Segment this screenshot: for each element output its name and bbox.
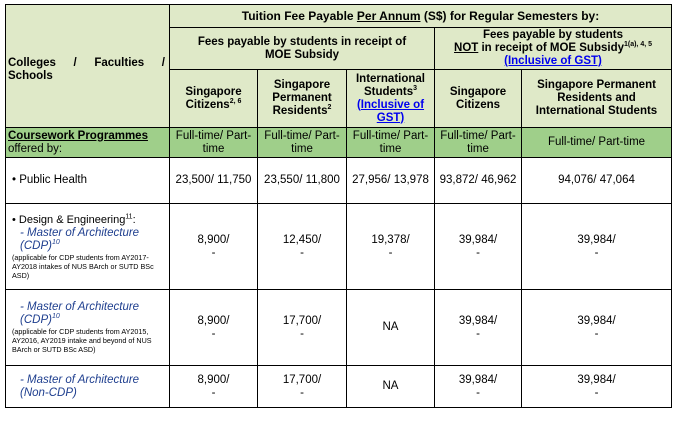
col-sc2-label: Singapore Citizens <box>449 85 507 111</box>
march-cdp2-label: - Master of Architecture (CDP) <box>20 301 140 326</box>
title-per-annum: Per Annum <box>356 8 421 23</box>
schools-word: Schools <box>8 70 53 82</box>
col-spr-intl-nonmoe <box>522 70 672 128</box>
march-cdp-label: - Master of Architecture (CDP) <box>20 226 140 252</box>
march-cdp2-cell <box>6 290 170 366</box>
table-row <box>6 204 672 290</box>
col-sc-sup: 2, 6 <box>229 97 242 105</box>
design-eng-sc-nonmoe: 39,984/ - <box>435 204 522 290</box>
public-health-label: • Public Health <box>6 158 170 204</box>
col-spr-label: Singapore Permanent Residents <box>272 79 332 117</box>
mode-sc: Full-time/ Part-time <box>170 128 258 158</box>
public-health-sc-nonmoe: 93,872/ 46,962 <box>435 158 522 204</box>
design-eng-label: • Design & Engineering <box>12 213 126 226</box>
public-health-intl: 27,956/ 13,978 <box>347 158 435 204</box>
moe-group-label: Fees payable by students in receipt of MOE Subsidy <box>197 35 407 61</box>
march-cdp2-sc-nonmoe: 39,984/ - <box>435 290 522 366</box>
march-noncdp-intl: NA <box>347 366 435 408</box>
table-row <box>6 158 672 204</box>
march-cdp-sup: 10 <box>51 238 60 246</box>
mode-spr-intl-nonmoe: Full-time/ Part-time <box>522 128 672 158</box>
march-noncdp-sc-nonmoe: 39,984/ - <box>435 366 522 408</box>
public-health-spr: 23,550/ 11,800 <box>258 158 347 204</box>
table-row <box>6 290 672 366</box>
march-cdp2-intl: NA <box>347 290 435 366</box>
col-singapore-citizens <box>170 70 258 128</box>
col-spr-sup: 2 <box>327 104 332 112</box>
col-singapore-citizens-nonmoe <box>435 70 522 128</box>
fee-table <box>5 4 672 408</box>
public-health-spr-intl: 94,076/ 47,064 <box>522 158 672 204</box>
march-cdp2-sup: 10 <box>51 313 60 321</box>
colleges-header-cell: Colleges / Faculties / Schools <box>6 5 170 128</box>
colleges-word: Colleges <box>8 57 56 69</box>
design-eng-spr-intl: 39,984/ - <box>522 204 672 290</box>
col-spr-intl-label: Singapore Permanent Residents and International Students <box>535 79 658 117</box>
march-noncdp-sc: 8,900/ - <box>170 366 258 408</box>
design-eng-intl: 19,378/ - <box>347 204 435 290</box>
coursework-subtitle: offered by: <box>8 142 63 155</box>
march-noncdp-cell <box>6 366 170 408</box>
nonmoe-line2: in receipt of MOE Subsidy <box>478 42 624 54</box>
design-eng-sup: 11 <box>125 212 133 220</box>
col-sc-label: Singapore Citizens <box>185 85 242 111</box>
faculties-word: Faculties <box>94 57 145 69</box>
nonmoe-sup: 1(a), 4, 5 <box>623 41 652 49</box>
nonmoe-group-header <box>435 28 672 70</box>
coursework-programmes-cell <box>6 128 170 158</box>
nonmoe-not: NOT <box>454 42 479 54</box>
march-cdp2-sc: 8,900/ - <box>170 290 258 366</box>
public-health-sc: 23,500/ 11,750 <box>170 158 258 204</box>
title-pre: Tuition Fee Payable <box>241 8 357 23</box>
title-post: (S$) for Regular Semesters by: <box>420 8 600 23</box>
col-intl-label: International Students <box>355 72 425 98</box>
nonmoe-gst-link[interactable]: (Inclusive of GST) <box>504 55 602 67</box>
march-cdp2-spr: 17,700/ - <box>258 290 347 366</box>
col-intl-sup: 3 <box>413 84 418 92</box>
tuition-title <box>170 5 672 28</box>
march-noncdp-spr: 17,700/ - <box>258 366 347 408</box>
col-singapore-pr <box>258 70 347 128</box>
march-cdp2-spr-intl: 39,984/ - <box>522 290 672 366</box>
march-cdp2-note: (applicable for CDP students from AY2015, AY2016, AY2019 intake and beyond of NUS BArch or SUTD BSc ASD) <box>12 327 152 354</box>
design-eng-sc: 8,900/ - <box>170 204 258 290</box>
mode-spr: Full-time/ Part-time <box>258 128 347 158</box>
nonmoe-line1: Fees payable by students <box>483 29 623 41</box>
march-noncdp-label: - Master of Architecture (Non-CDP) <box>20 373 140 399</box>
march-noncdp-spr-intl: 39,984/ - <box>522 366 672 408</box>
table-row <box>6 366 672 408</box>
col-international <box>347 70 435 128</box>
march-cdp-note: (applicable for CDP students from AY2017-AY2018 intakes of NUS BArch or SUTD BSc ASD) <box>12 252 154 280</box>
col-intl-gst-link[interactable]: (Inclusive of GST) <box>356 98 425 124</box>
design-eng-spr: 12,450/ - <box>258 204 347 290</box>
design-eng-cell <box>6 204 170 290</box>
moe-group-header <box>170 28 435 70</box>
mode-intl: Full-time/ Part-time <box>347 128 435 158</box>
coursework-title: Coursework Programmes <box>8 129 148 142</box>
mode-sc-nonmoe: Full-time/ Part-time <box>435 128 522 158</box>
design-eng-colon: : <box>132 213 136 226</box>
